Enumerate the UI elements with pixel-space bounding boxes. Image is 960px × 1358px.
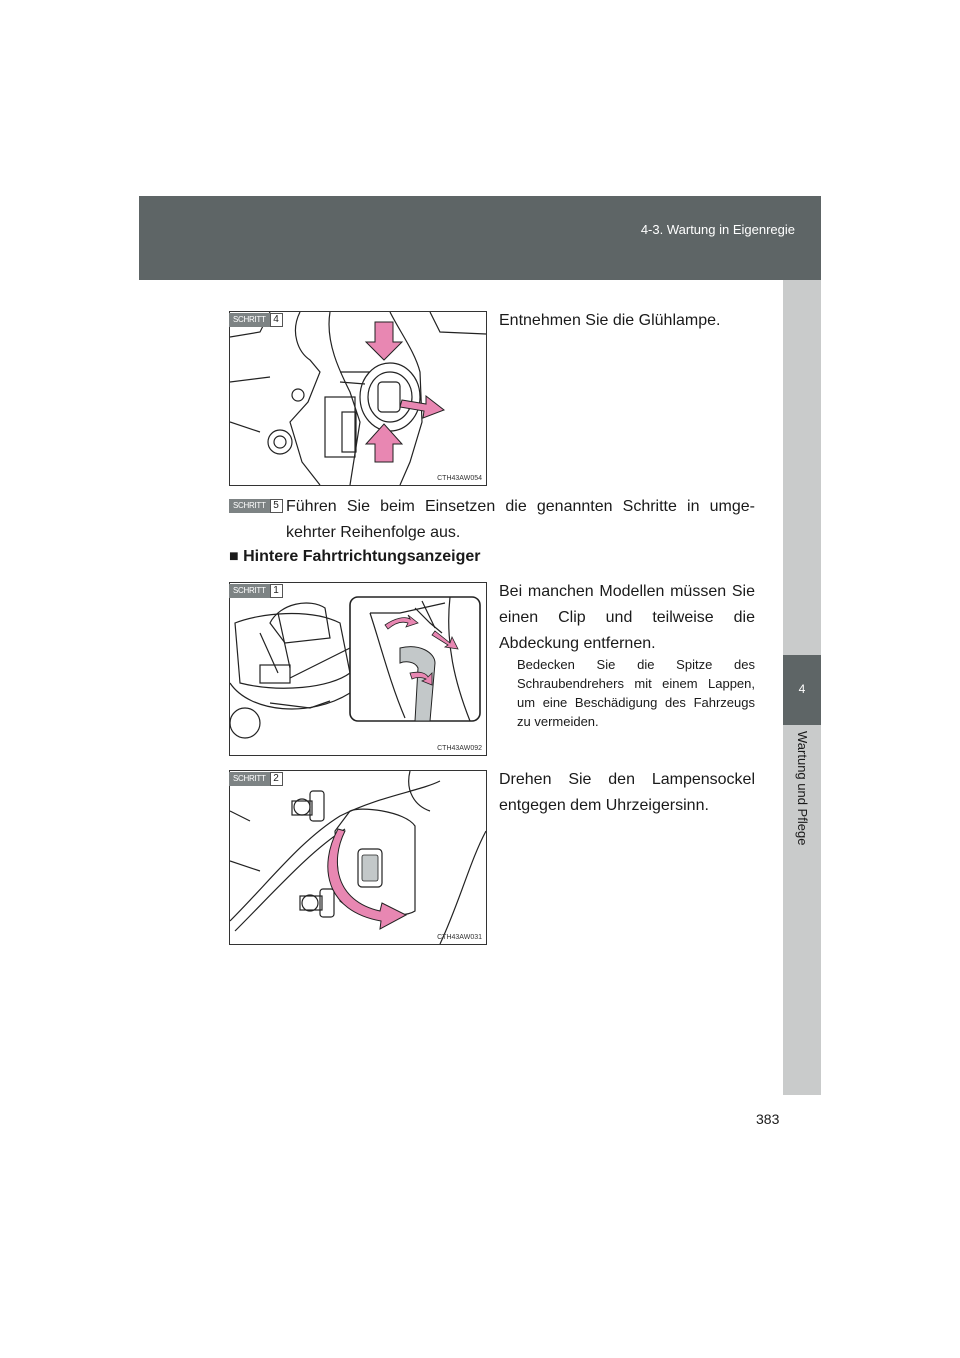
section-heading [229, 548, 481, 566]
step1-text: Bei manchen Modellen müssen Sie einen Clip und teilweise die Abdeckung entfernen. [499, 583, 755, 652]
side-bar-top [783, 280, 821, 655]
section-title: 4-3. Wartung in Eigenregie [640, 222, 795, 237]
figure-code: CTH43AW092 [437, 745, 482, 752]
step-badge-5: SCHRITT 5 [229, 499, 283, 513]
figure-code: CTH43AW054 [437, 475, 482, 482]
chapter-tab[interactable] [783, 655, 821, 725]
figure-step4 [229, 311, 487, 486]
chapter-label: Wartung und Pflege [795, 731, 810, 846]
step1-note: Bedecken Sie die Spitze des Schraubendrehers mit einem Lappen, um eine Beschädigung des Fahrzeugs zu vermeiden. [517, 657, 755, 729]
page-number: 383 [756, 1111, 780, 1127]
figure-code: CTH43AW031 [437, 934, 482, 941]
step2-text: Drehen Sie den Lampensockel entgegen dem Uhrzeigersinn. [499, 771, 755, 814]
section-header [139, 196, 821, 280]
rear-trunk-clip-illustration [230, 583, 486, 755]
step-badge-4: SCHRITT 4 [229, 313, 283, 327]
figure-step2 [229, 770, 487, 945]
step-badge-1: SCHRITT 1 [229, 584, 283, 598]
heading-text: Hintere Fahrtrichtungsanzeiger [243, 548, 481, 565]
step4-text: Entnehmen Sie die Glühlampe. [499, 312, 721, 329]
step5-text-line2: kehrter Reihenfolge aus. [286, 524, 461, 541]
step-badge-2: SCHRITT 2 [229, 772, 283, 786]
chapter-number: 4 [798, 682, 806, 696]
heading-bullet: ■ [229, 548, 239, 565]
chapter-label-box [783, 725, 821, 885]
step5-text-line1: Führen Sie beim Einsetzen die genannten Schritte in umge- [286, 498, 755, 515]
headlamp-bulb-illustration [230, 312, 486, 485]
figure-step1 [229, 582, 487, 756]
lamp-socket-rotate-illustration [230, 771, 486, 944]
